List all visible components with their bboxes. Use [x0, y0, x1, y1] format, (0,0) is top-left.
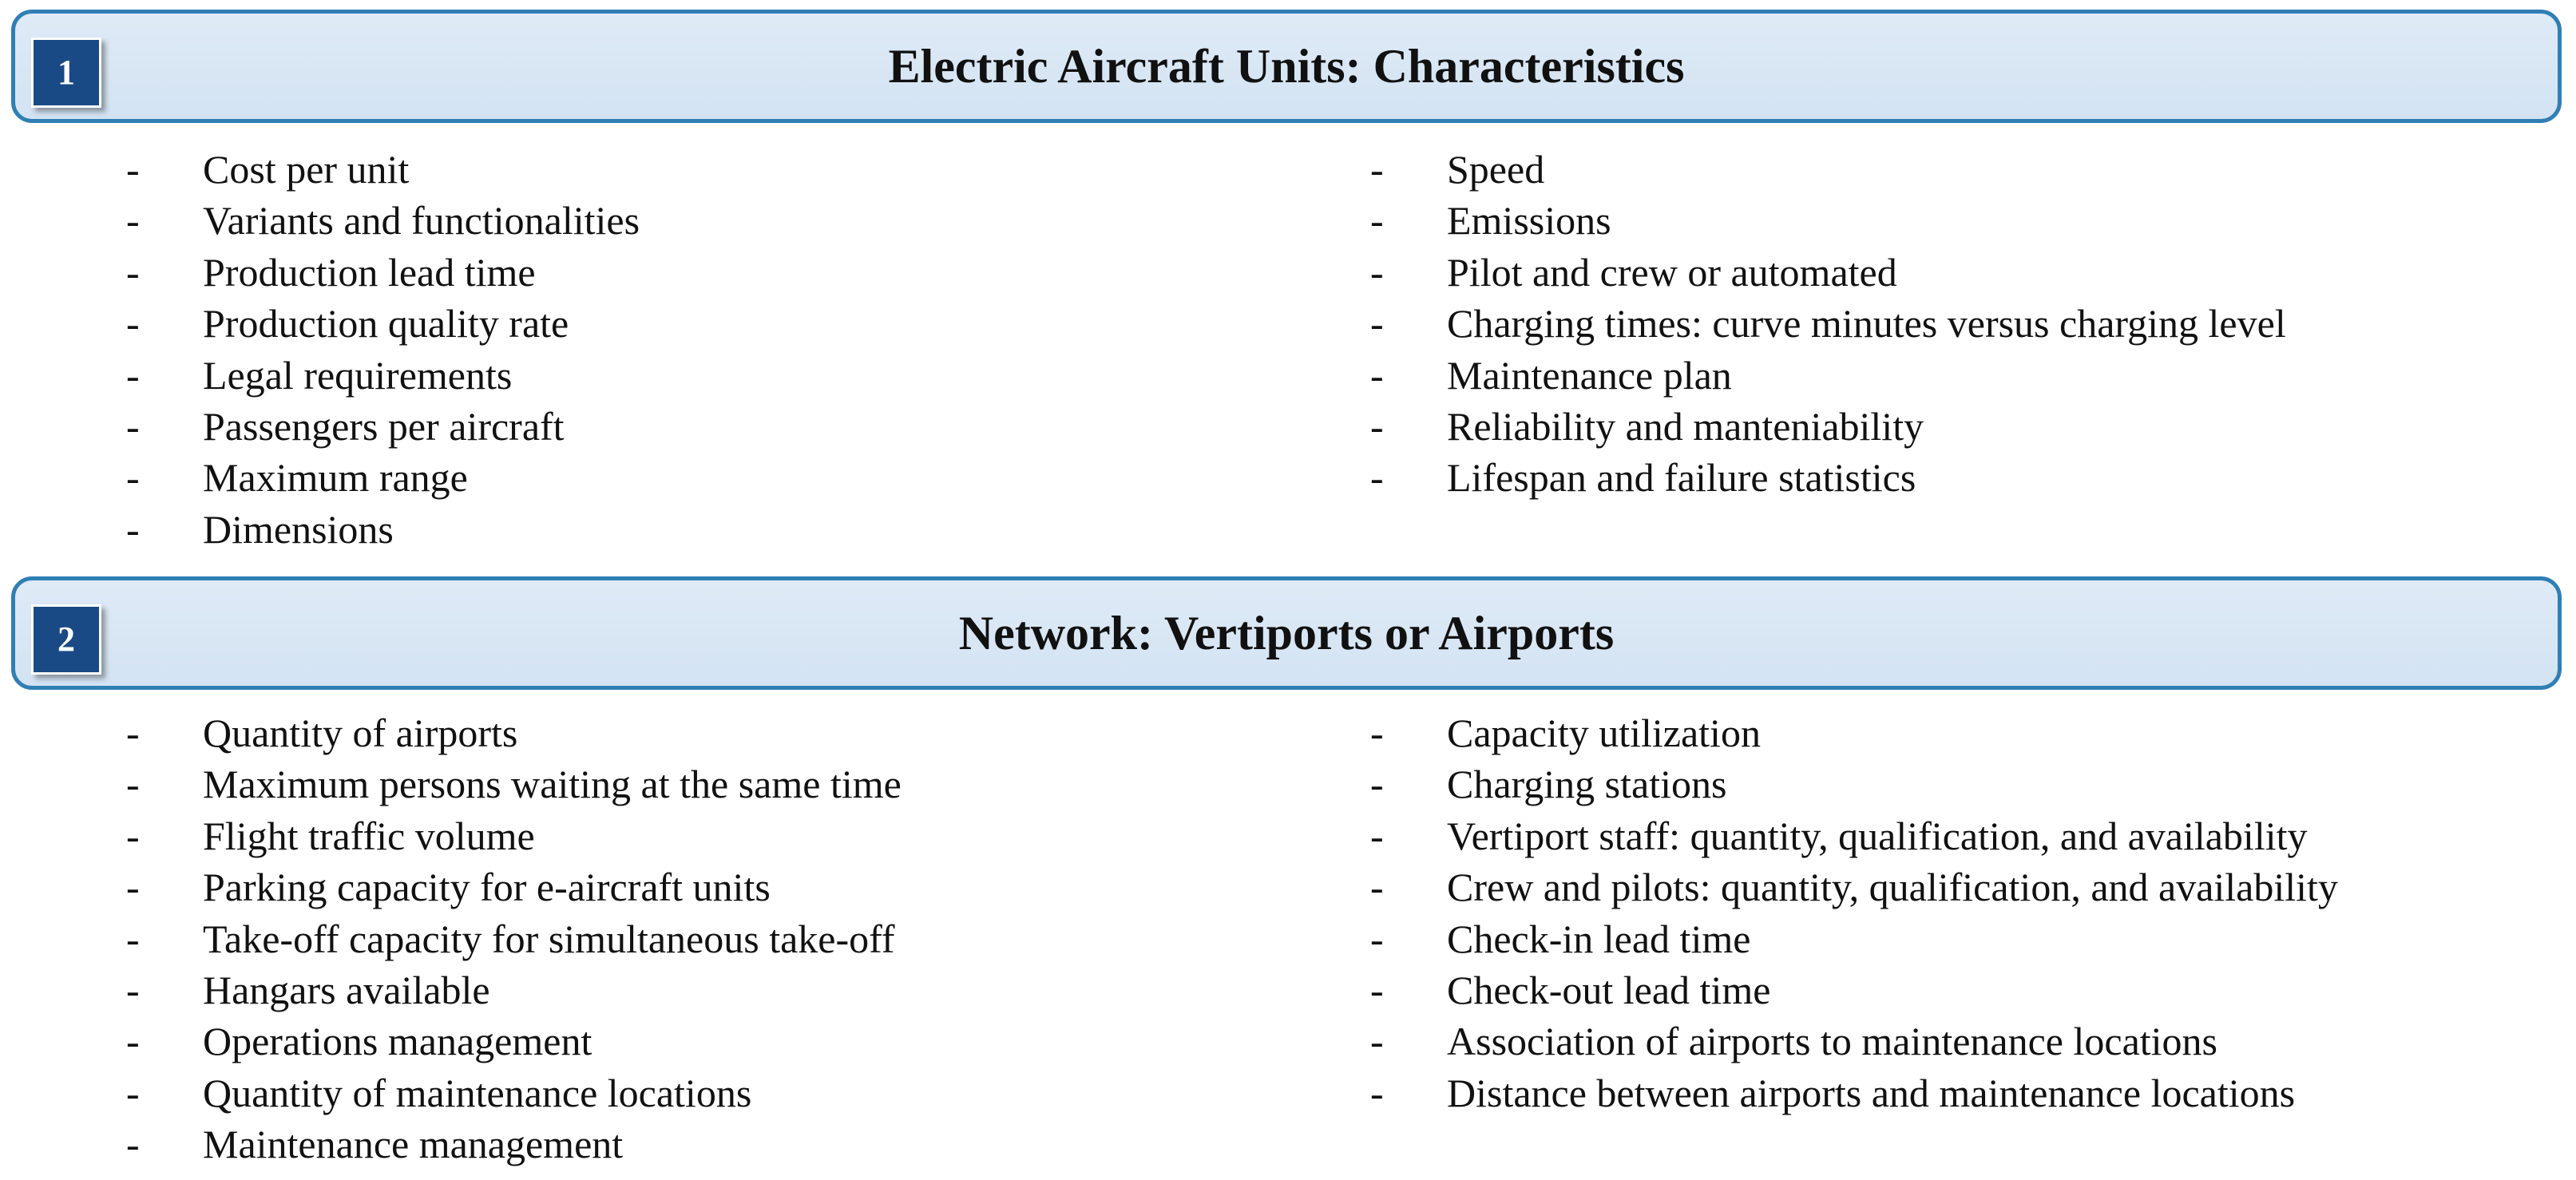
list-item-text: Pilot and crew or automated	[1447, 249, 1897, 295]
list-item-text: Charging stations	[1447, 762, 1727, 807]
bullet-dash: -	[126, 967, 140, 1012]
section-2-number-badge: 2	[31, 604, 101, 675]
bullet-dash: -	[1370, 301, 1384, 346]
bullet-dash: -	[126, 301, 140, 346]
list-item-text: Maximum range	[203, 455, 468, 501]
bullet-dash: -	[126, 813, 140, 858]
bullet-dash: -	[1370, 198, 1384, 244]
section-2-header	[11, 576, 2562, 690]
bullet-dash: -	[1370, 762, 1384, 807]
list-item-text: Maintenance management	[203, 1122, 624, 1167]
list-item-text: Dimensions	[203, 506, 394, 552]
bullet-dash: -	[126, 198, 140, 244]
list-item-text: Passengers per aircraft	[203, 403, 565, 449]
bullet-dash: -	[1370, 916, 1384, 961]
list-item-text: Production lead time	[203, 249, 536, 295]
list-item-text: Association of airports to maintenance locations	[1447, 1019, 2218, 1064]
bullet-dash: -	[126, 1019, 140, 1064]
list-item-text: Emissions	[1447, 198, 1611, 244]
list-item-text: Maintenance plan	[1447, 352, 1732, 398]
list-item-text: Speed	[1447, 147, 1545, 192]
bullet-dash: -	[126, 455, 140, 501]
bullet-dash: -	[1370, 865, 1384, 910]
list-item-text: Lifespan and failure statistics	[1447, 455, 1916, 501]
bullet-dash: -	[126, 403, 140, 449]
bullet-dash: -	[1370, 967, 1384, 1012]
bullet-dash: -	[1370, 1019, 1384, 1064]
bullet-dash: -	[1370, 352, 1384, 398]
bullet-dash: -	[1370, 711, 1384, 755]
list-item-text: Distance between airports and maintenance locations	[1447, 1070, 2296, 1115]
list-item-text: Variants and functionalities	[203, 198, 640, 244]
list-item-text: Check-out lead time	[1447, 967, 1771, 1012]
list-item-text: Quantity of maintenance locations	[203, 1070, 752, 1115]
list-item-text: Maximum persons waiting at the same time	[203, 762, 902, 807]
list-item-text: Check-in lead time	[1447, 916, 1751, 961]
bullet-dash: -	[1370, 455, 1384, 501]
bullet-dash: -	[1370, 147, 1384, 192]
list-item-text: Charging times: curve minutes versus charging level	[1447, 301, 2286, 346]
bullet-dash: -	[126, 711, 140, 755]
list-item-text: Take-off capacity for simultaneous take-off	[203, 916, 895, 961]
bullet-dash: -	[126, 506, 140, 552]
bullet-dash: -	[126, 762, 140, 807]
bullet-dash: -	[126, 1070, 140, 1115]
list-item-text: Reliability and manteniability	[1447, 403, 1924, 449]
bullet-dash: -	[1370, 249, 1384, 295]
section-1-header	[11, 10, 2562, 123]
bullet-dash: -	[126, 352, 140, 398]
bullet-dash: -	[126, 916, 140, 961]
list-item-text: Flight traffic volume	[203, 813, 535, 858]
list-item-text: Parking capacity for e-aircraft units	[203, 865, 771, 910]
list-item-text: Capacity utilization	[1447, 711, 1761, 755]
list-item-text: Vertiport staff: quantity, qualification, and availability	[1447, 813, 2308, 858]
bullet-dash: -	[1370, 813, 1384, 858]
bullet-dash: -	[1370, 403, 1384, 449]
list-item-text: Production quality rate	[203, 301, 569, 346]
list-item-text: Operations management	[203, 1019, 592, 1064]
bullet-dash: -	[126, 147, 140, 192]
section-2-title: Network: Vertiports or Airports	[958, 607, 1615, 659]
bullet-dash: -	[126, 249, 140, 295]
list-item-text: Hangars available	[203, 967, 490, 1012]
section-1-number-badge: 1	[31, 38, 101, 108]
bullet-dash: -	[126, 865, 140, 910]
section-1-title: Electric Aircraft Units: Characteristics	[888, 40, 1685, 93]
bullet-dash: -	[1370, 1070, 1384, 1115]
list-item-text: Cost per unit	[203, 147, 410, 192]
bullet-dash: -	[126, 1122, 140, 1167]
list-item-text: Quantity of airports	[203, 711, 518, 755]
list-item-text: Crew and pilots: quantity, qualification, and availability	[1447, 865, 2338, 910]
list-item-text: Legal requirements	[203, 352, 513, 398]
